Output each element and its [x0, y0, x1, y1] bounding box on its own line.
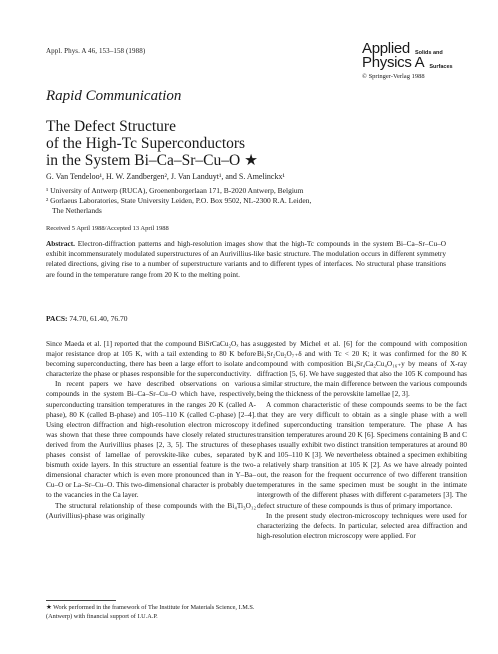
journal-logo [362, 42, 482, 80]
pacs-codes [46, 314, 128, 323]
paper-title [46, 118, 466, 169]
logo-word-applied: Applied [362, 40, 410, 57]
paragraph: suggested by Michel et al. [6] for the compound with composition Bi₂Sr₂Cu₂O₇₊δ and with Tc < 20 K; it was confirmed for the 80 K compound with composition Bi₄Sr₄Ca₂Cu₄O₁₆₊y by means of X-ray diffraction [5, 6]. We have suggested that also the 105 K compound has a similar structure, the main difference between the various compounds being the thickness of the perovskite lamellae [2, 3]. [257, 339, 467, 399]
affiliations [46, 186, 466, 216]
abstract-label: Abstract. [46, 239, 75, 248]
journal-reference: Appl. Phys. A 46, 153–158 (1988) [46, 47, 146, 55]
pacs-label: PACS: [46, 314, 68, 323]
logo-small-solids: Solids and [414, 50, 443, 56]
body-column-left [46, 339, 256, 521]
author-list: G. Van Tendeloo¹, H. W. Zandbergen², J. Van Landuyt¹, and S. Amelinckx¹ [46, 172, 285, 181]
logo-word-physics: Physics A [362, 54, 425, 71]
abstract-text: Electron-diffraction patterns and high-resolution images show that the high-Tc compounds in the system Bi–Ca–Sr–Cu–O exhibit incommensurately modulated superstructures of an Aurivillius-like basic structure. The modulation occurs in different symmetry related directions, giving rise to a number of superstructure variants and to different types of interfaces. No structural phase transitions are found in the temperature range from 20 K to the melting point. [46, 239, 447, 279]
abstract [46, 239, 446, 280]
paragraph: In the present study electron-microscopy techniques were used for characterizing the defects. In particular, selected area diffraction and high-resolution electron microscopy were applied. For [257, 510, 467, 540]
body-column-right [257, 339, 467, 541]
paragraph: The structural relationship of these compounds with the Bi₄Ti₃O₁₂ (Aurivillius)-phase was originally [46, 500, 256, 520]
footnote-divider [46, 600, 116, 601]
paragraph: A common characteristic of these compounds seems to be the fact that they are very difficult to obtain as a single phase with a well defined superconducting transition temperature. The phase A has transition temperatures around 20 K [6]. Specimens containing B and C phases usually exhibit two distinct transition temperatures at around 80 K and 105–110 K [3]. We nevertheless obtained a specimen exhibiting a relatively sharp transition at 105 K [2]. As we have already pointed out, the reason for the frequent occurrence of two different transition temperatures in the same specimen must be sought in the intimate intergrowth of the different phases with different c-parameters [3]. The defect structure of these compounds is thus of primary importance. [257, 399, 467, 510]
copyright-line: © Springer-Verlag 1988 [362, 73, 425, 80]
title-line-3: in the System Bi–Ca–Sr–Cu–O ★ [46, 152, 258, 169]
title-line-1: The Defect Structure [46, 118, 176, 135]
affiliation-1: ¹ University of Antwerp (RUCA), Groenenborgerlaan 171, B-2020 Antwerp, Belgium [46, 186, 304, 195]
section-label: Rapid Communication [46, 88, 182, 104]
paragraph: Since Maeda et al. [1] reported that the compound BiSrCaCu₂Oₓ has a major resistance drop at 105 K, with a tail extending to 80 K before becoming superconducting, there has been a large effort to isolate and characterize the phase or phases responsible for the superconductivity. [46, 339, 256, 379]
logo-small-surfaces: Surfaces [429, 64, 453, 70]
paragraph: In recent papers we have described observations on various compounds in the system Bi–Ca–Sr–Cu–O which have, respectively, superconducting transition temperatures in the ranges 20 K (called A-phase), 80 K (called B-phase) and 105–110 K (called C-phase) [2–4]. Using electron diffraction and high-resolution electron microscopy it was shown that these three compounds have closely related structures derived from the Aurivillius phases [2, 3, 5]. The structures of these phases consist of lamellae of perovskite-like cubes, separated by bismuth oxide layers. In this structure an essential feature is the two-dimensional character which is even more pronounced than in Y–Ba–Cu–O or La–Sr–Cu–O. This two-dimensional character is probably due to the vacancies in the Ca layer. [46, 379, 256, 500]
title-line-2: of the High-Tc Superconductors [46, 135, 246, 152]
affiliation-2-cont: The Netherlands [52, 206, 102, 215]
footnote: ★ Work performed in the framework of The Institute for Materials Science, I.M.S. (Antwerp) with financial support of I.U.A.P. [46, 604, 255, 620]
received-dates: Received 5 April 1988/Accepted 13 April 1988 [46, 225, 169, 232]
pacs-values: 74.70, 61.40, 76.70 [69, 314, 128, 323]
affiliation-2: ² Gorlaeus Laboratories, State University Leiden, P.O. Box 9502, NL-2300 R.A. Leiden, [46, 196, 312, 205]
